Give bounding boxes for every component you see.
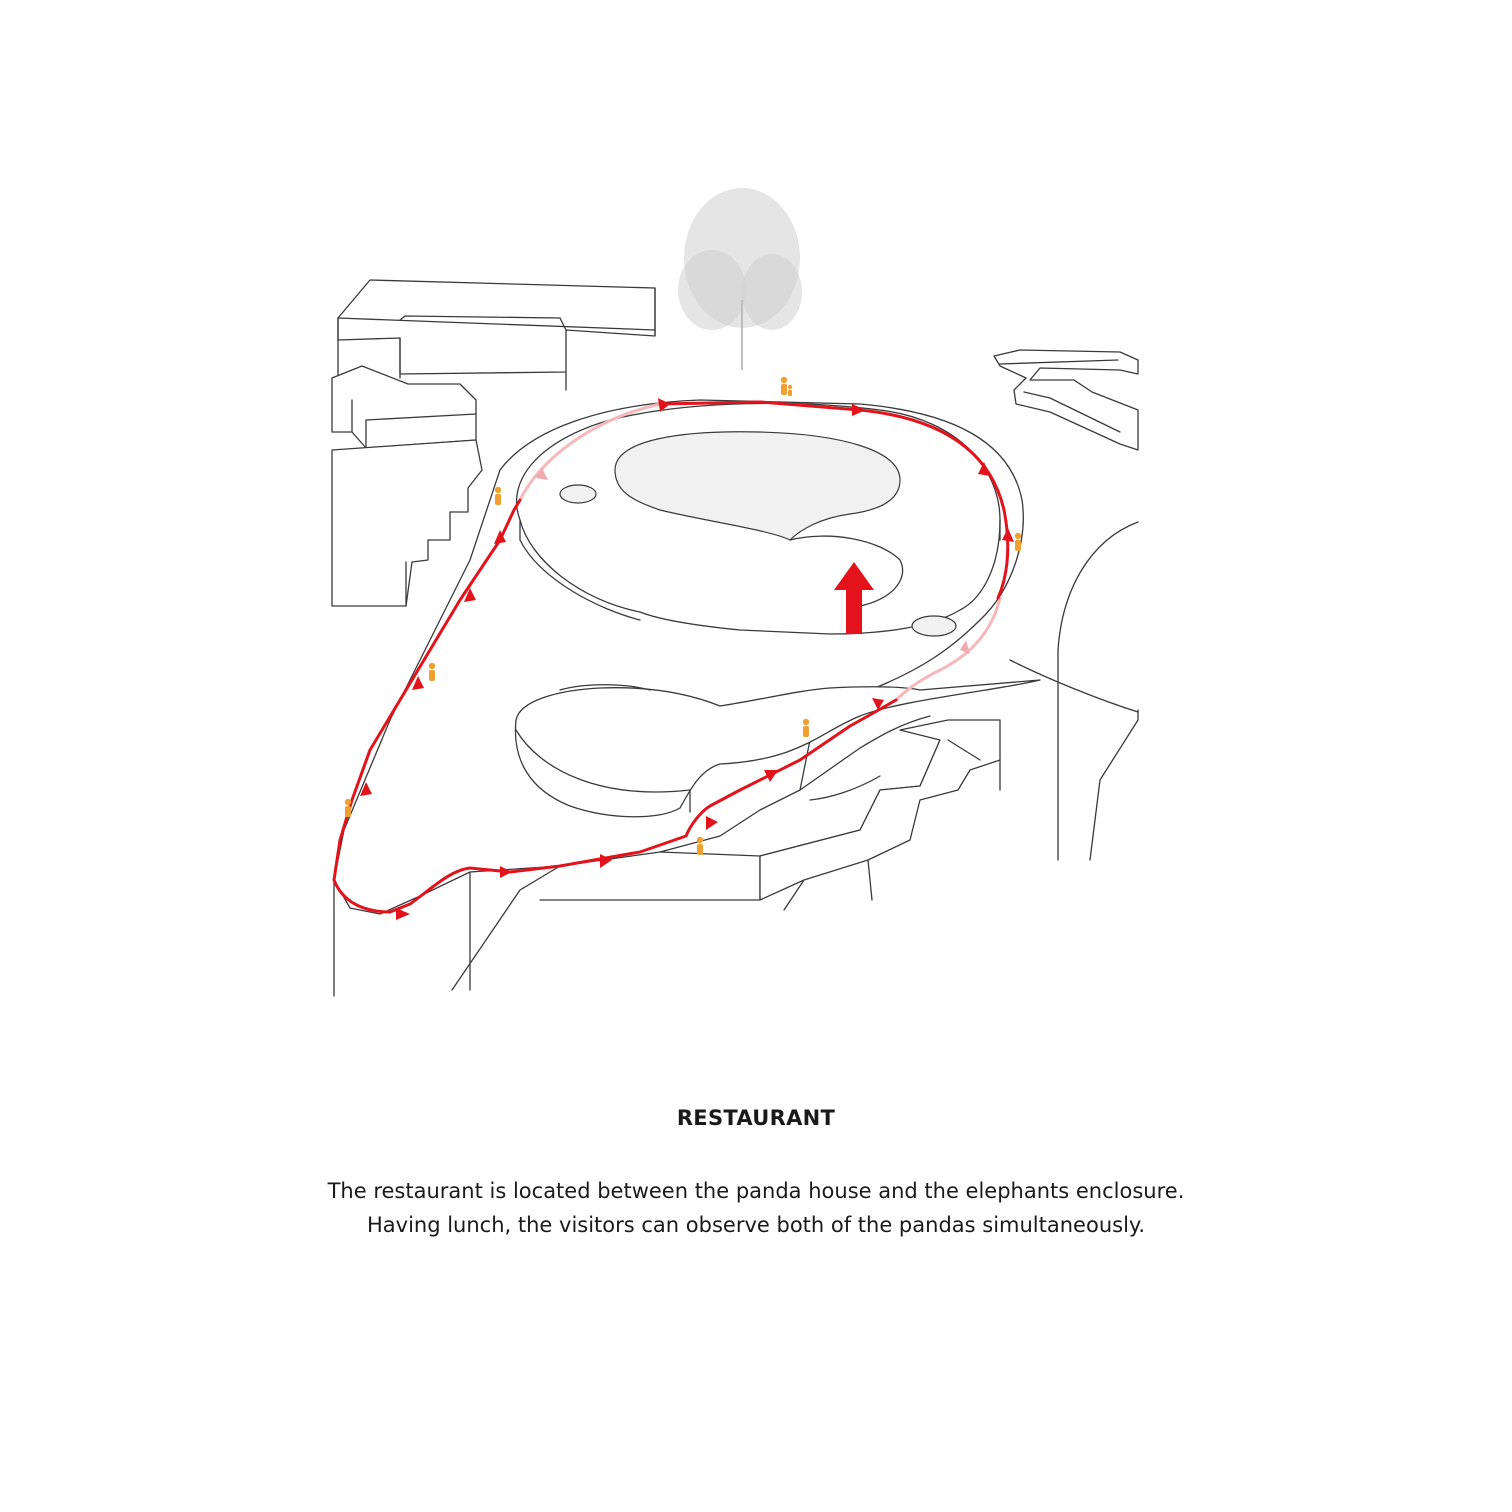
person-icon — [697, 837, 703, 855]
person-icon — [781, 377, 792, 396]
building-block-large — [338, 280, 655, 390]
tree-north — [678, 188, 802, 370]
caption-title: RESTAURANT — [676, 1106, 836, 1130]
person-icon — [803, 719, 809, 737]
elephant-enclosure-edge — [1010, 522, 1138, 860]
person-icon — [345, 799, 351, 817]
person-icon — [1015, 533, 1021, 551]
person-icon — [495, 487, 501, 505]
caption-body: The restaurant is located between the panda house and the elephants enclosure. Having lunch, the visitors can observe both of the pandas simultaneously. — [327, 1179, 1185, 1237]
winding-walkway — [994, 350, 1138, 450]
person-icon — [429, 663, 435, 681]
building-block-left — [332, 366, 476, 448]
restaurant-ring — [517, 403, 1000, 636]
